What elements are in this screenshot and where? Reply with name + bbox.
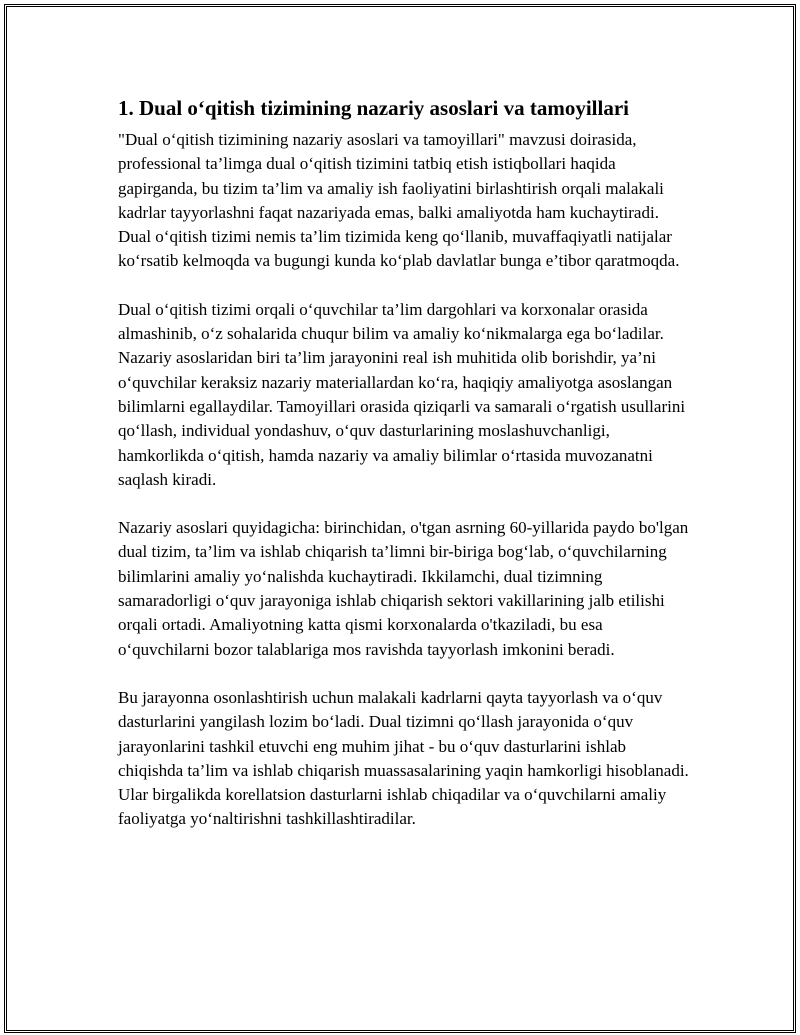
section-heading: 1. Dual o‘qitish tizimining nazariy asoslari va tamoyillari xyxy=(118,96,630,120)
paragraph-1: "Dual o‘qitish tizimining nazariy asoslari va tamoyillari" mavzusi doirasida, professional ta’limga dual o‘qitish tizimini tatbiq etish istiqbollari haqida gapirganda, bu tizim ta’lim va amaliy ish faoliyatini birlashtirish orqali malakali kadrlar tayyorlashni faqat nazariyada emas, balki amaliyotda ham kuchaytiradi. Dual o‘qitish tizimi nemis ta’lim tizimida keng qo‘llanib, muvaffaqiyatli natijalar ko‘rsatib kelmoqda va bugungi kunda ko‘plab davlatlar bunga e’tibor qaratmoqda. xyxy=(118,130,680,271)
paragraph-2: Dual o‘qitish tizimi orqali o‘quvchilar ta’lim dargohlari va korxonalar orasida almashinib, o‘z sohalarida chuqur bilim va amaliy ko‘nikmalarga ega bo‘ladilar. Nazariy asoslaridan biri ta’lim jarayonini real ish muhitida olib borishdir, ya’ni o‘quvchilar keraksiz nazariy materiallardan ko‘ra, haqiqiy amaliyotga asoslangan bilimlarni egallaydilar. Tamoyillari orasida qiziqarli va samarali o‘rgatish usullarini qo‘llash, individual yondashuv, o‘quv dasturlarining moslashuvchanligi, hamkorlikda o‘qitish, hamda nazariy va amaliy bilimlar o‘rtasida muvozanatni saqlash kiradi. xyxy=(118,299,686,489)
paragraph-4: Bu jarayonna osonlashtirish uchun malakali kadrlarni qayta tayyorlash va o‘quv dasturlarini yangilash lozim bo‘ladi. Dual tizimni qo‘llash jarayonida o‘quv jarayonlarini tashkil etuvchi eng muhim jihat - bu o‘quv dasturlarini ishlab chiqishda ta’lim va ishlab chiqarish muassasalarining yaqin hamkorligi hisoblanadi. Ular birgalikda korellatsion dasturlarni ishlab chiqadilar va o‘quvchilarni amaliy faoliyatga yo‘naltirishni tashkillashtiradilar. xyxy=(118,687,689,829)
paragraph-3: Nazariy asoslari quyidagicha: birinchidan, o'tgan asrning 60-yillarida paydo bo'lgan dual tizim, ta’lim va ishlab chiqarish ta’limni bir-biriga bog‘lab, o‘quvchilarning bilimlarini amaliy yo‘nalishda kuchaytiradi. Ikkilamchi, dual tizimning samaradorligi o‘quv jarayoniga ishlab chiqarish sektori vakillarining jalb etilishi orqali ortadi. Amaliyotning katta qismi korxonalarda o'tkaziladi, bu esa o‘quvchilarni bozor talablariga mos ravishda tayyorlash imkonini beradi. xyxy=(118,518,689,659)
document-body xyxy=(118,94,690,856)
